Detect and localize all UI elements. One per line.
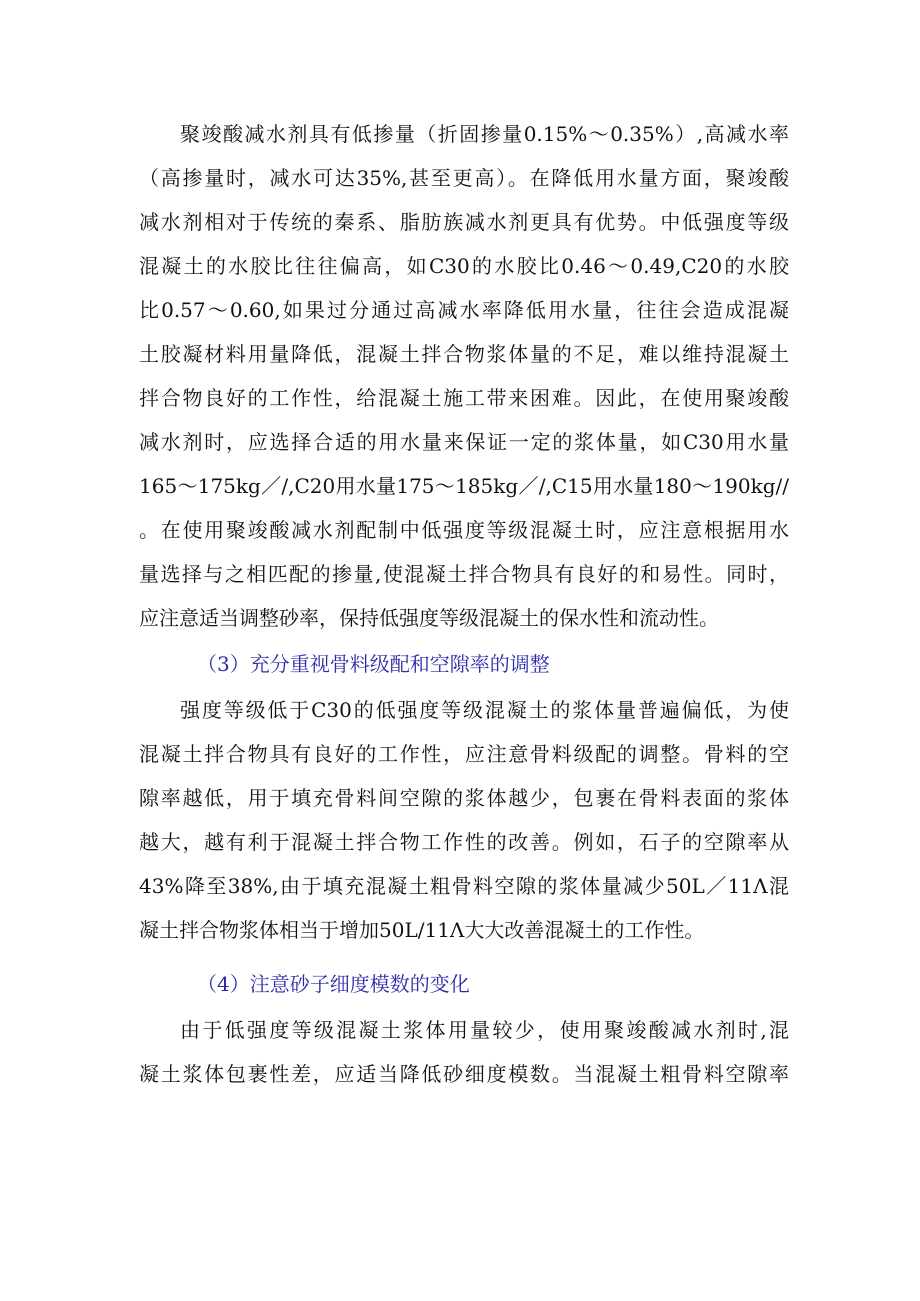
para1-line-6: 土胶凝材料用量降低，混凝土拌合物浆体量的不足，难以维持混凝土 <box>139 342 789 366</box>
para2-line-2: 混凝土拌合物具有良好的工作性，应注意骨料级配的调整。骨料的空 <box>139 742 789 766</box>
para1-line-5: 比0.57～0.60,如果过分通过高减水率降低用水量，往往会造成混凝 <box>139 298 789 322</box>
para2-line-5: 43%降至38%,由于填充混凝土粗骨料空隙的浆体量减少50L／11Λ混 <box>139 874 789 898</box>
para2-line-1: 强度等级低于C30的低强度等级混凝土的浆体量普遍偏低，为使 <box>180 698 789 722</box>
para1-line-11: 量选择与之相匹配的掺量,使混凝土拌合物具有良好的和易性。同时， <box>139 562 789 586</box>
para1-line-7: 拌合物良好的工作性，给混凝土施工带来困难。因此，在使用聚竣酸 <box>139 386 789 410</box>
para3-line-2: 凝土浆体包裹性差，应适当降低砂细度模数。当混凝土粗骨料空隙率 <box>139 1062 789 1086</box>
para1-line-10: 。在使用聚竣酸减水剂配制中低强度等级混凝土时，应注意根据用水 <box>139 518 789 542</box>
section-heading-4: （4）注意砂子细度模数的变化 <box>197 972 470 996</box>
para1-line-12: 应注意适当调整砂率，保持低强度等级混凝土的保水性和流动性。 <box>139 606 719 630</box>
para1-line-3: 减水剂相对于传统的秦系、脂肪族减水剂更具有优势。中低强度等级 <box>139 210 789 234</box>
para1-line-4: 混凝土的水胶比往往偏高，如C30的水胶比0.46～0.49,C20的水胶 <box>139 254 789 278</box>
para2-line-4: 越大，越有利于混凝土拌合物工作性的改善。例如，石子的空隙率从 <box>139 830 789 854</box>
para1-line-8: 减水剂时，应选择合适的用水量来保证一定的浆体量，如C30用水量 <box>139 430 789 454</box>
para1-line-1: 聚竣酸减水剂具有低掺量（折固掺量0.15%～0.35%）,高减水率 <box>180 122 789 146</box>
section-heading-3: （3）充分重视骨料级配和空隙率的调整 <box>197 652 550 676</box>
para2-line-3: 隙率越低，用于填充骨料间空隙的浆体越少，包裹在骨料表面的浆体 <box>139 786 789 810</box>
para3-line-1: 由于低强度等级混凝土浆体用量较少，使用聚竣酸减水剂时,混 <box>180 1018 789 1042</box>
para1-line-2: （高掺量时，减水可达35%,甚至更高）。在降低用水量方面，聚竣酸 <box>139 166 789 190</box>
para2-line-6: 凝土拌合物浆体相当于增加50L/11Λ大大改善混凝土的工作性。 <box>139 918 705 942</box>
para1-line-9: 165～175kg／/,C20用水量175～185kg／/,C15用水量180～190kg// <box>139 474 789 498</box>
